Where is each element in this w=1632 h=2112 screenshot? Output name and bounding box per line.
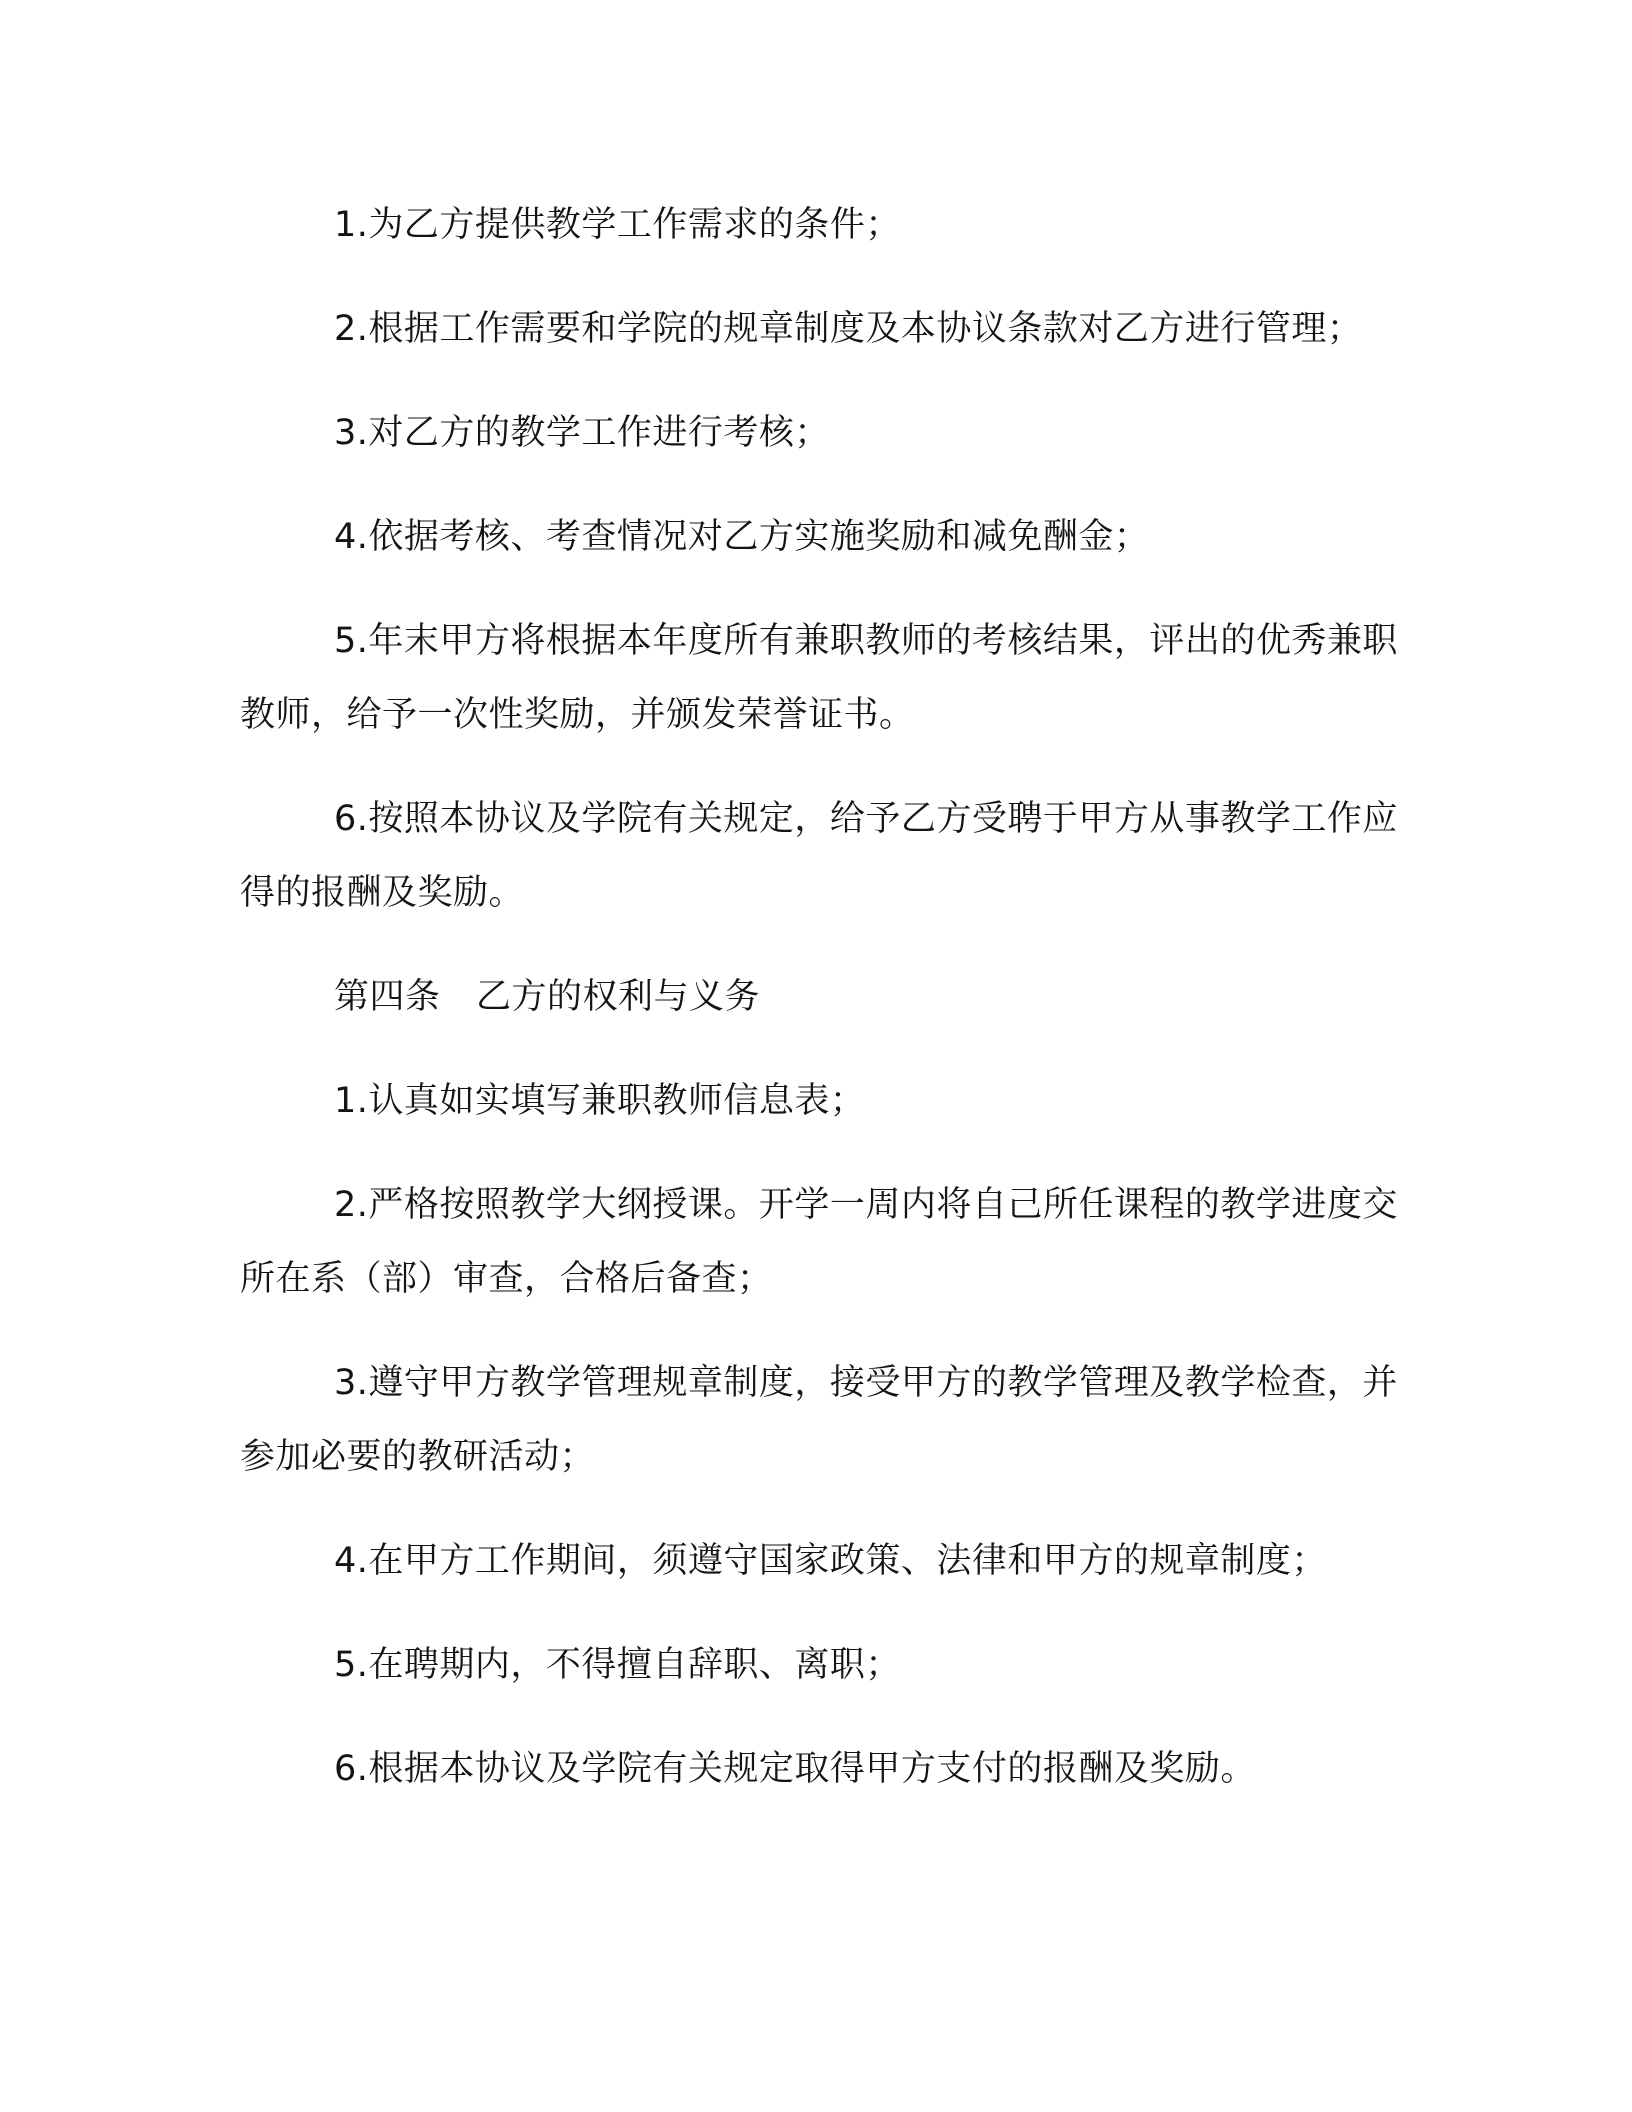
- clause-party-b-item-5: 5.在聘期内，不得擅自辞职、离职；: [334, 1645, 901, 1685]
- clause-party-b-item-4: 4.在甲方工作期间，须遵守国家政策、法律和甲方的规章制度；: [334, 1541, 1327, 1581]
- clause-party-a-item-3: 3.对乙方的教学工作进行考核；: [334, 413, 830, 453]
- clause-party-b-item-2: 2.严格按照教学大纲授课。开学一周内将自己所任课程的教学进度交所在系（部）审查，合格后备查；: [240, 1185, 1398, 1299]
- article-four-heading: 第四条 乙方的权利与义务: [334, 977, 761, 1017]
- clause-party-b-item-3: 3.遵守甲方教学管理规章制度，接受甲方的教学管理及教学检查，并参加必要的教研活动；: [240, 1363, 1398, 1477]
- clause-party-a-item-6: 6.按照本协议及学院有关规定，给予乙方受聘于甲方从事教学工作应得的报酬及奖励。: [240, 799, 1398, 913]
- clause-party-a-item-2: 2.根据工作需要和学院的规章制度及本协议条款对乙方进行管理；: [334, 309, 1363, 349]
- clause-party-b-item-6: 6.根据本协议及学院有关规定取得甲方支付的报酬及奖励。: [334, 1749, 1256, 1789]
- clause-party-a-item-5: 5.年末甲方将根据本年度所有兼职教师的考核结果，评出的优秀兼职教师，给予一次性奖励，并颁发荣誉证书。: [240, 621, 1398, 735]
- clause-party-b-item-1: 1.认真如实填写兼职教师信息表；: [334, 1081, 866, 1121]
- clause-party-a-item-4: 4.依据考核、考查情况对乙方实施奖励和减免酬金；: [334, 517, 1150, 557]
- clause-party-a-item-1: 1.为乙方提供教学工作需求的条件；: [334, 205, 901, 245]
- document-body: [240, 188, 1400, 1836]
